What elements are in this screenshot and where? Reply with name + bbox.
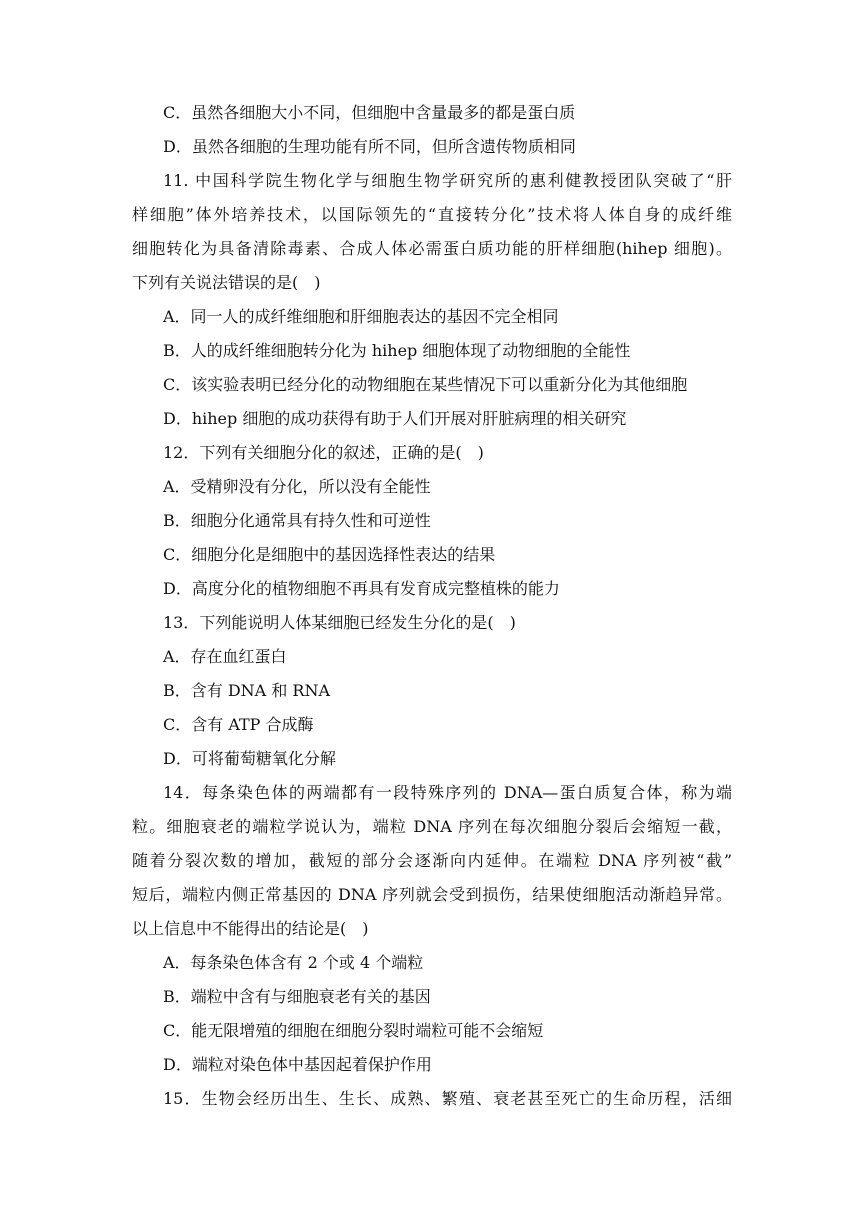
option-d: D．端粒对染色体中基因起着保护作用 — [163, 1055, 432, 1074]
question-14-text: 以上信息中不能得出的结论是( ) — [132, 919, 369, 938]
option-c: C．虽然各细胞大小不同，但细胞中含量最多的都是蛋白质 — [163, 103, 576, 122]
question-11-text: 细胞转化为具备清除毒素、合成人体必需蛋白质功能的肝样细胞(hihep 细胞)。 — [132, 239, 732, 258]
question-14-stem: 14．每条染色体的两端都有一段特殊序列的 DNA—蛋白质复合体，称为端 — [163, 783, 732, 802]
option-c: C．含有 ATP 合成酶 — [163, 715, 314, 734]
question-14-text: 短后，端粒内侧正常基因的 DNA 序列就会受到损伤，结果使细胞活动渐趋异常。 — [132, 885, 732, 904]
option-c: C．细胞分化是细胞中的基因选择性表达的结果 — [163, 545, 496, 564]
question-14-text: 粒。细胞衰老的端粒学说认为，端粒 DNA 序列在每次细胞分裂后会缩短一截， — [132, 817, 732, 836]
question-11-text: 样细胞”体外培养技术，以国际领先的“直接转分化”技术将人体自身的成纤维 — [132, 205, 732, 224]
question-15-stem: 15．生物会经历出生、生长、成熟、繁殖、衰老甚至死亡的生命历程，活细 — [163, 1089, 732, 1108]
question-11-text: 下列有关说法错误的是( ) — [132, 273, 321, 292]
option-a: A．每条染色体含有 2 个或 4 个端粒 — [163, 953, 424, 972]
option-a: A．受精卵没有分化，所以没有全能性 — [163, 477, 431, 496]
option-b: B．端粒中含有与细胞衰老有关的基因 — [163, 987, 431, 1006]
question-11-stem: 11. 中国科学院生物化学与细胞生物学研究所的惠利健教授团队突破了“肝 — [163, 171, 732, 190]
option-c: C．该实验表明已经分化的动物细胞在某些情况下可以重新分化为其他细胞 — [163, 375, 688, 394]
option-a: A．同一人的成纤维细胞和肝细胞表达的基因不完全相同 — [163, 307, 559, 326]
option-d: D．虽然各细胞的生理功能有所不同，但所含遗传物质相同 — [163, 137, 576, 156]
option-b: B．人的成纤维细胞转分化为 hihep 细胞体现了动物细胞的全能性 — [163, 341, 631, 360]
option-d: D．hihep 细胞的成功获得有助于人们开展对肝脏病理的相关研究 — [163, 409, 627, 428]
option-d: D．可将葡萄糖氧化分解 — [163, 749, 336, 768]
question-13-stem: 13．下列能说明人体某细胞已经发生分化的是( ) — [163, 613, 516, 632]
question-14-text: 随着分裂次数的增加，截短的部分会逐渐向内延伸。在端粒 DNA 序列被“截” — [132, 851, 732, 870]
question-12-stem: 12．下列有关细胞分化的叙述，正确的是( ) — [163, 443, 484, 462]
option-a: A．存在血红蛋白 — [163, 647, 287, 666]
option-b: B．细胞分化通常具有持久性和可逆性 — [163, 511, 431, 530]
option-c: C．能无限增殖的细胞在细胞分裂时端粒可能不会缩短 — [163, 1021, 544, 1040]
option-b: B．含有 DNA 和 RNA — [163, 681, 331, 700]
option-d: D．高度分化的植物细胞不再具有发育成完整植株的能力 — [163, 579, 560, 598]
